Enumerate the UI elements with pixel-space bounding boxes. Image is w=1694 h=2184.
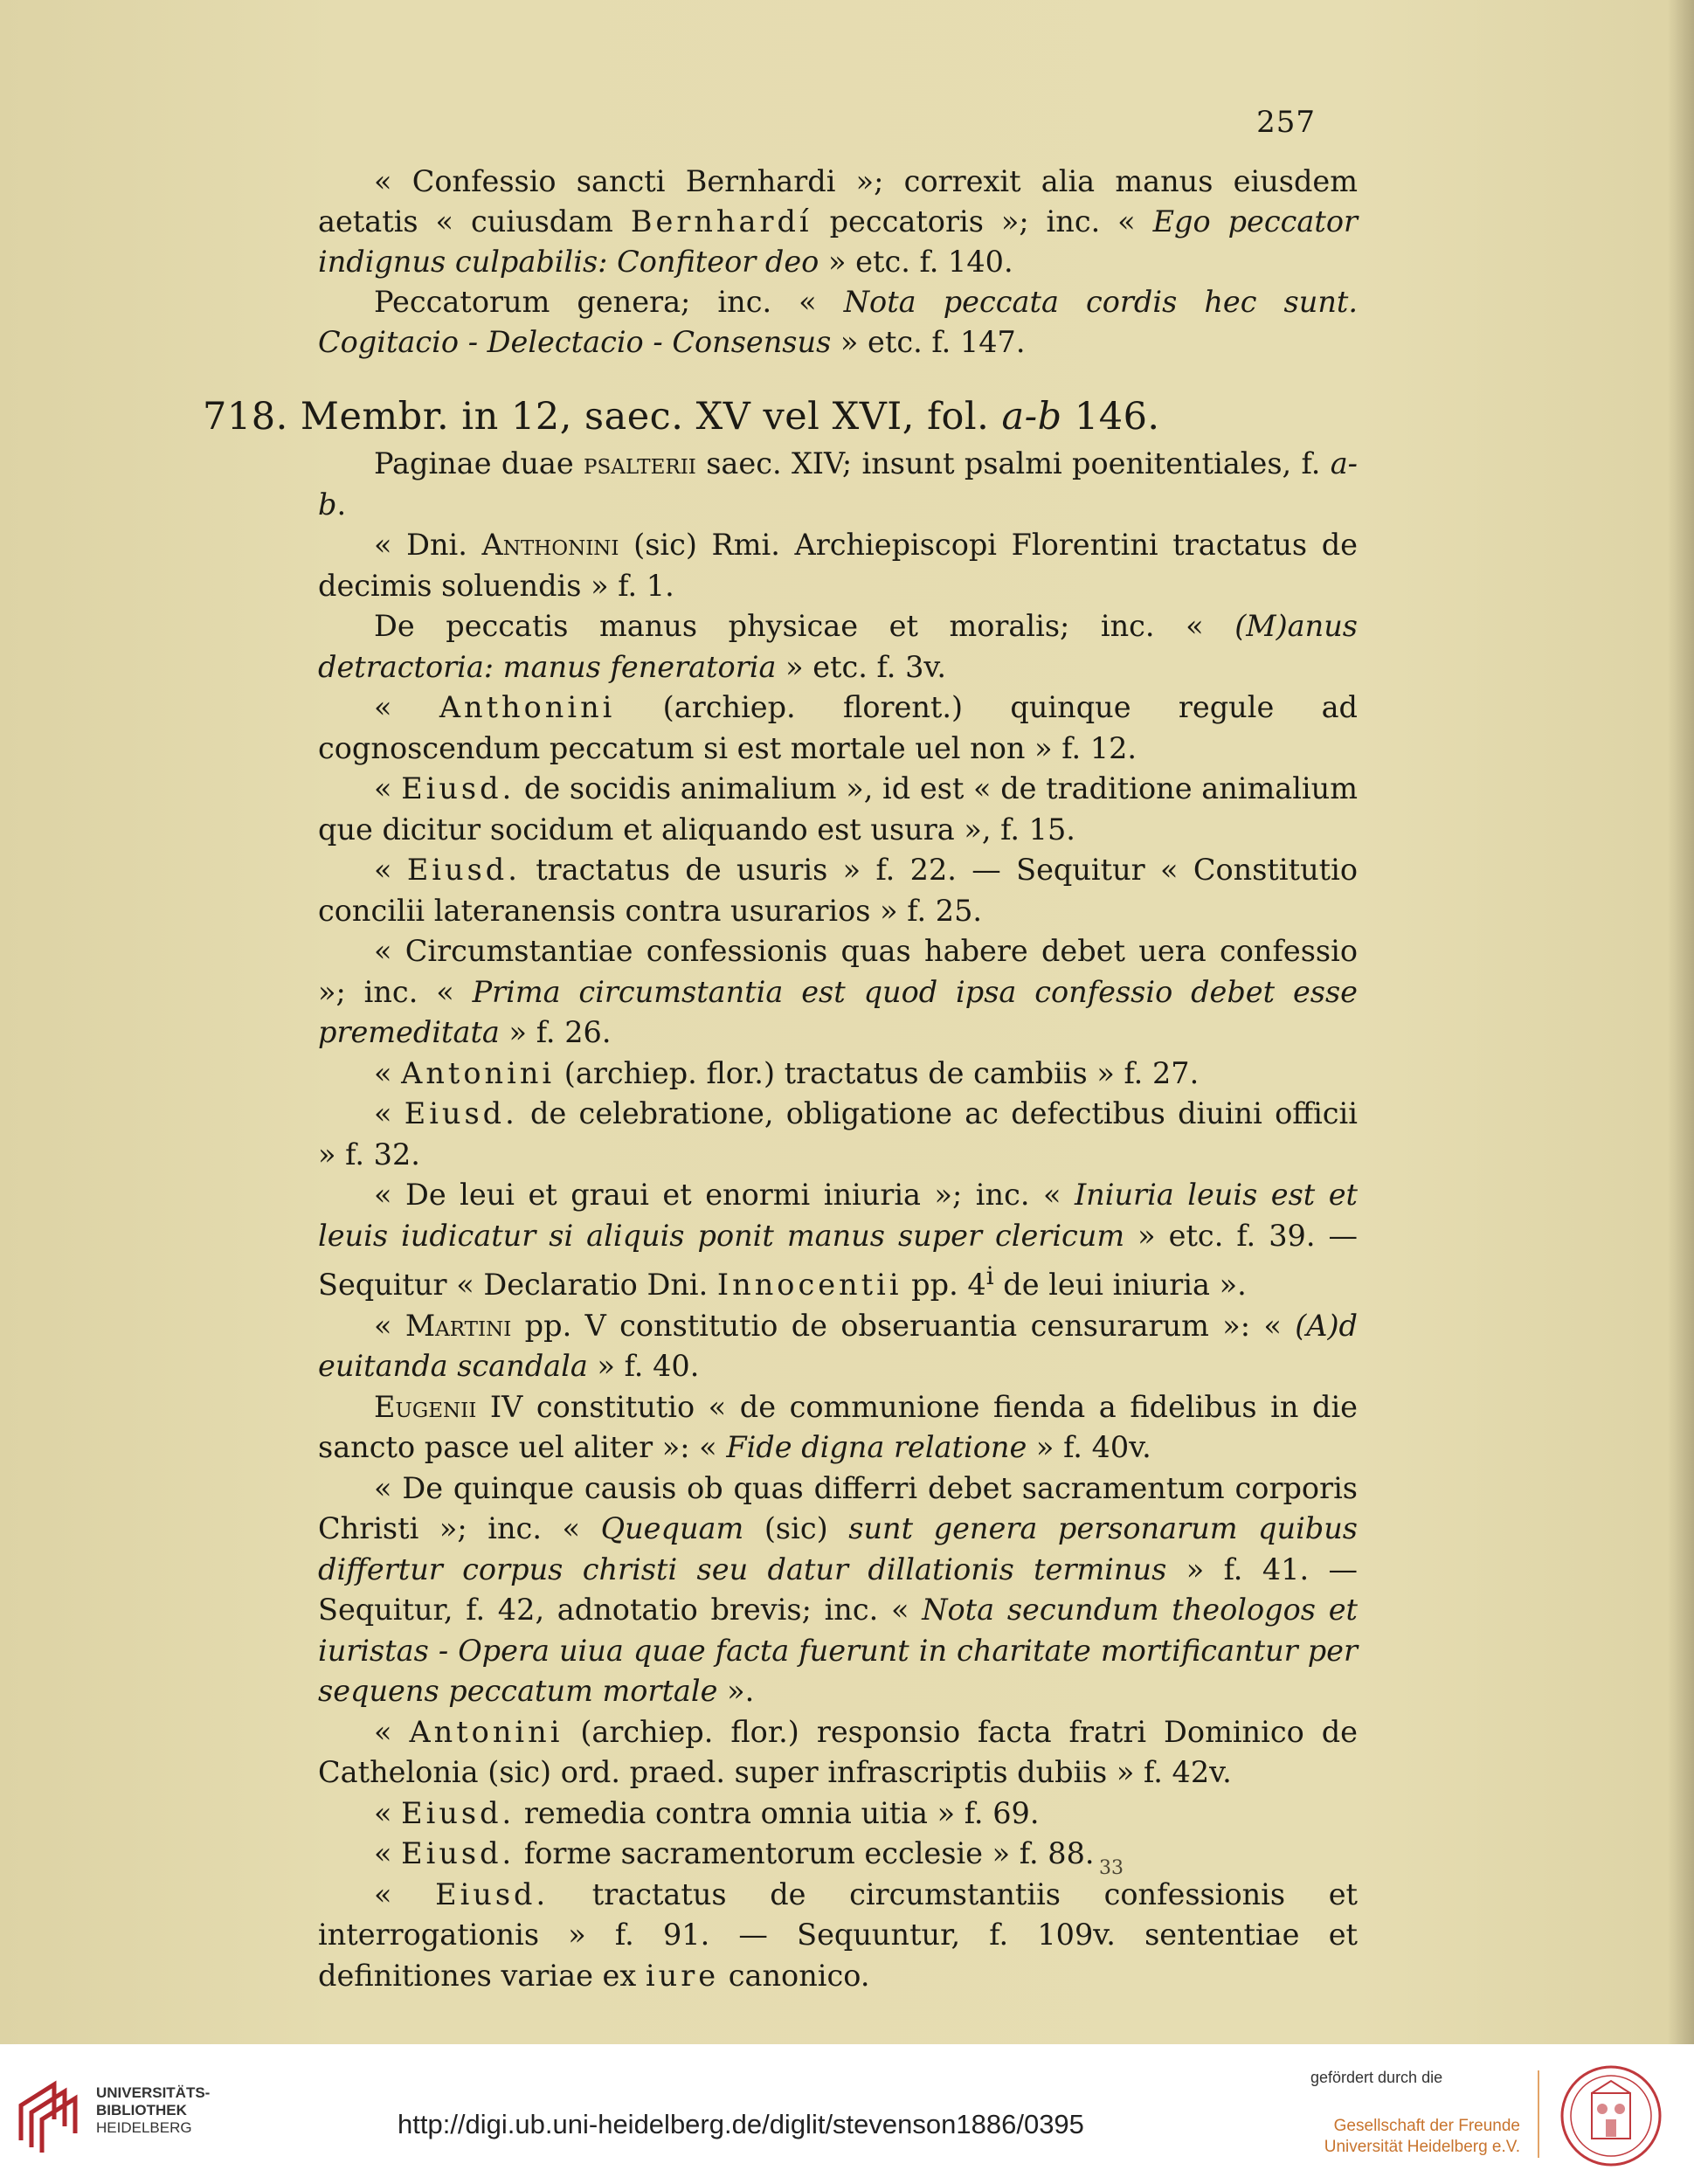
- paragraph: Eugenii IV constitutio « de communione fienda a fidelibus in die sancto pasce uel aliter »: « Fide digna relatione » f. 40v.: [318, 1389, 1358, 1465]
- paragraph: « Confessio sancti Bernhardi »; correxit alia manus eiusdem aetatis « cuiusdam Bernhardí peccatoris »; inc. « Ego peccator indignus culpabilis: Confiteor deo » etc. f. 140.: [318, 164, 1358, 279]
- paragraph: « Eiusd. tractatus de circumstantiis confessionis et interrogationis » f. 91. — Sequuntur, f. 109v. sententiae et definitiones variae ex iure canonico.: [318, 1876, 1358, 1993]
- incipit: Ego peccator indignus culpabilis: Confiteor deo: [318, 204, 1358, 279]
- permalink[interactable]: http://digi.ub.uni-heidelberg.de/diglit/stevenson1886/0395: [398, 2109, 1084, 2139]
- digitization-footer: [0, 2044, 1694, 2184]
- paragraph: « Antonini (archiep. flor.) tractatus de cambiis » f. 27.: [374, 1055, 1200, 1090]
- library-logo-icon: [16, 2079, 86, 2153]
- entry-heading: 718. Membr. in 12, saec. XV vel XVI, fol. a-b 146.: [203, 395, 1160, 439]
- paragraph: « Martini pp. V constitutio de obseruantia censurarum »: « (A)d euitanda scandala » f. 40.: [318, 1308, 1358, 1384]
- sponsor-name: Gesellschaft der Freunde Universität Heidelberg e.V.: [1324, 2117, 1520, 2156]
- sponsor-label: gefördert durch die: [1310, 2069, 1443, 2086]
- paragraph: « Antonini (archiep. flor.) responsio facta fratri Dominico de Cathelonia (sic) ord. praed. super infrascriptis dubiis » f. 42v.: [318, 1714, 1358, 1790]
- continuation-text: [318, 162, 1358, 363]
- entry-body: [318, 444, 1358, 1996]
- paragraph: « Eiusd. de celebratione, obligatione ac defectibus diuini officii » f. 32.: [318, 1096, 1358, 1171]
- paragraph: « Dni. Anthonini (sic) Rmi. Archiepiscopi Florentini tractatus de decimis soluendis » f. 1.: [318, 528, 1358, 603]
- page-edge-shadow: [1668, 0, 1694, 2044]
- paragraph: « Anthonini (archiep. florent.) quinque regule ad cognoscendum peccatum si est mortale uel non » f. 12.: [318, 690, 1358, 765]
- paragraph: « Eiusd. remedia contra omnia uitia » f. 69.: [374, 1795, 1040, 1830]
- paragraph: « Circumstantiae confessionis quas habere debet uera confessio »; inc. « Prima circumstantia est quod ipsa confessio debet esse premeditata » f. 26.: [318, 934, 1358, 1049]
- divider: [1538, 2070, 1539, 2158]
- paragraph: « Eiusd. de socidis animalium », id est « de traditione animalium que dicitur socidum et aliquando est usura », f. 15.: [318, 771, 1358, 847]
- paragraph: Paginae duae psalterii saec. XIV; insunt psalmi poenitentiales, f. a-b.: [318, 446, 1358, 522]
- library-name: UNIVERSITÄTS- BIBLIOTHEK HEIDELBERG: [96, 2084, 211, 2136]
- entry-number: 718.: [203, 395, 288, 439]
- paragraph: « Eiusd. tractatus de usuris » f. 22. — Sequitur « Constitutio concilii lateranensis contra usurarios » f. 25.: [318, 853, 1358, 928]
- paragraph: Peccatorum genera; inc. « Nota peccata cordis hec sunt. Cogitacio - Delectacio - Consensus » etc. f. 147.: [318, 285, 1359, 359]
- paragraph: De peccatis manus physicae et moralis; inc. « (M)anus detractoria: manus feneratoria » etc. f. 3v.: [318, 609, 1358, 684]
- gathering-signature: 33: [1099, 1857, 1124, 1879]
- incipit: Nota peccata cordis hec sunt. Cogitacio - Delectacio - Consensus: [318, 285, 1359, 359]
- university-seal-icon: [1559, 2063, 1663, 2168]
- paragraph: « De quinque causis ob quas differri debet sacramentum corporis Christi »; inc. « Quequam (sic) sunt genera personarum quibus differtur corpus christi seu datur dillationis terminus » f. 41. — Sequitur, f. 42, adnotatio brevis; inc. « Nota secundum theologos et iuristas - Opera uiua quae facta fuerunt in charitate mortificantur per sequens peccatum mortale ».: [318, 1470, 1358, 1709]
- page-number: 257: [1256, 105, 1316, 140]
- paragraph: « Eiusd. forme sacramentorum ecclesie » f. 88.: [374, 1836, 1095, 1871]
- paragraph: « De leui et graui et enormi iniuria »; inc. « Iniuria leuis est et leuis iudicatur si aliquis ponit manus super clericum » etc. f. 39. — Sequitur « Declaratio Dni. Innocentii pp. 4$^i$ de leui iniuria ».: [318, 1178, 1358, 1303]
- spaced-name: Bernhardí: [630, 204, 812, 238]
